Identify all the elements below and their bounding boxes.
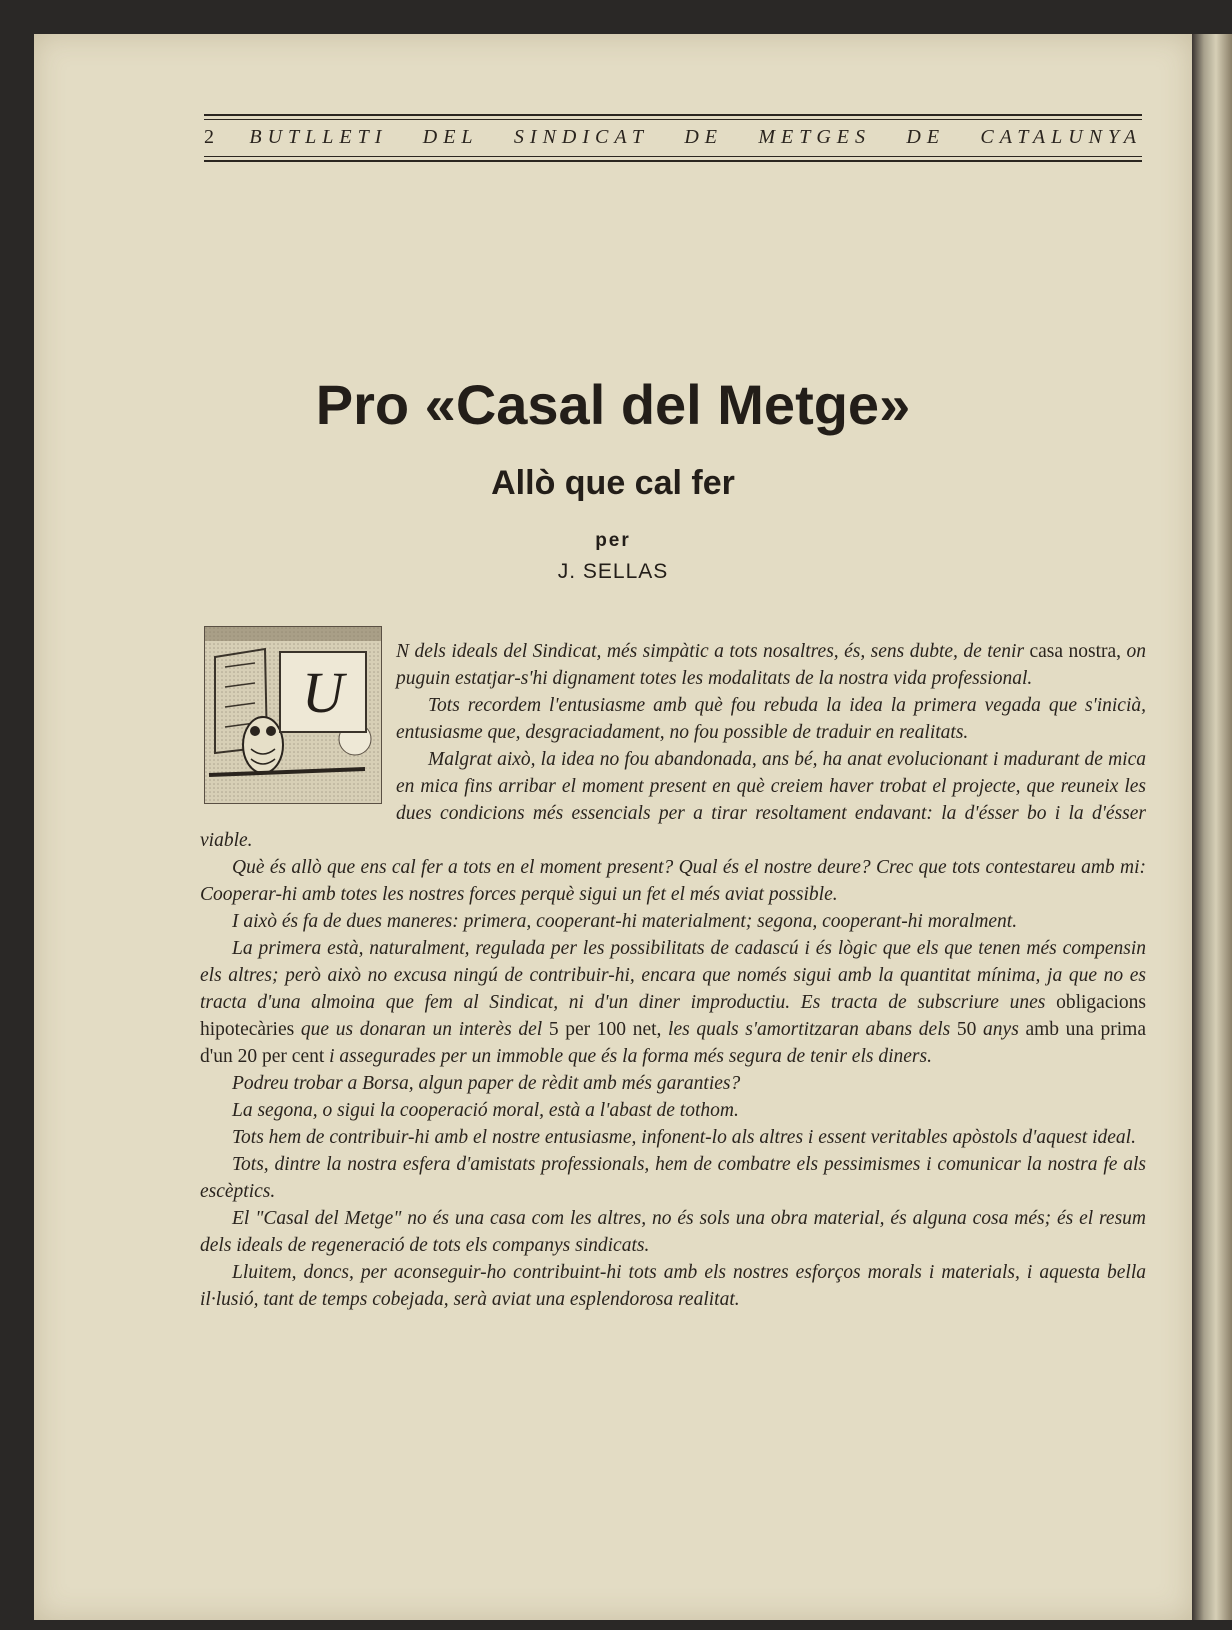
page: [34, 34, 1192, 1620]
header-word: DE: [906, 126, 946, 148]
header-word: DEL: [422, 126, 479, 148]
header-word: METGES: [758, 126, 872, 148]
article-body: [200, 638, 1146, 1313]
header-word: CATALUNYA: [980, 126, 1142, 148]
paragraph: Podreu trobar a Borsa, algun paper de rèdit amb més garanties?: [232, 1073, 741, 1094]
paragraph: Tots hem de contribuir-hi amb el nostre entusiasme, infonent-lo als altres i essent veritables apòstols d'aquest ideal.: [232, 1127, 1136, 1148]
paragraph: Tots, dintre la nostra esfera d'amistats professionals, hem de combatre els pessimismes i comunicar la nostra fe als escèptics.: [200, 1154, 1146, 1202]
header-word: DE: [684, 126, 723, 148]
header-row: [204, 120, 1142, 153]
header-rule-top: [204, 114, 1142, 116]
page-number: 2: [204, 126, 214, 148]
running-header: [204, 114, 1142, 162]
paragraph: Què és allò que ens cal fer a tots en el moment present? Qual és el nostre deure? Crec que tots contestareu amb mi: Cooperar-hi amb totes les nostres forces perquè sigui un fet el més aviat possible.: [200, 857, 1146, 905]
header-rule-bottom-thin: [204, 156, 1142, 157]
paragraph: El "Casal del Metge" no és una casa com les altres, no és sols una obra material, és alguna cosa més; és el resum dels ideals de regeneració de tots els companys sindicats.: [200, 1208, 1146, 1256]
header-word: SINDICAT: [513, 126, 649, 148]
author-name: J. SELLAS: [557, 560, 669, 583]
header-rule-bottom: [204, 160, 1142, 162]
paragraph: I això és fa de dues maneres: primera, cooperant-hi materialment; segona, cooperant-hi moralment.: [232, 911, 1018, 932]
article-subtitle: Allò que cal fer: [491, 464, 735, 502]
paragraph: N dels ideals del Sindicat, més simpàtic a tots nosaltres, és, sens dubte, de tenir casa nostra, on puguin estatjar-s'hi dignament totes les modalitats de la nostra vida professional.: [396, 641, 1146, 689]
paragraph: Malgrat això, la idea no fou abandonada, ans bé, ha anat evolucionant i madurant de mica en mica fins arribar el moment present en què creiem haver trobat el projecte, que reuneix les dues condicions més essencials per a tirar resoltament endavant: la d'ésser bo i la d'ésser viable.: [200, 749, 1146, 851]
paragraph: La primera està, naturalment, regulada per les possibilitats de cadascú i és lògic que els que tenen més compensin els altres; però això no excusa ningú de contribuir-hi, encara que només sigui amb la quantitat mínima, ja que no es tracta d'una almoina que fem al Sindicat, ni d'un diner improductiu. Es tracta de subscriure unes obligacions hipotecàries que us donaran un interès del 5 per 100 net, les quals s'amortitzaran abans dels 50 anys amb una prima d'un 20 per cent i assegurades per un immoble que és la forma més segura de tenir els diners.: [200, 938, 1146, 1067]
book-spine-edge: [1192, 34, 1232, 1620]
article-title: Pro «Casal del Metge»: [315, 373, 911, 436]
drop-cap-letter: U: [279, 651, 367, 733]
paragraph: Tots recordem l'entusiasme amb què fou rebuda la idea la primera vegada que s'inicià, entusiasme que, desgraciadament, no fou possible de traduir en realitats.: [396, 695, 1146, 743]
paragraph: La segona, o sigui la cooperació moral, està a l'abast de tothom.: [232, 1100, 739, 1121]
byline-per: per: [595, 530, 631, 551]
paragraph: Lluitem, doncs, per aconseguir-ho contribuint-hi tots amb els nostres esforços morals i materials, i aquesta bella il·lusió, tant de temps cobejada, serà aviat una esplendorosa realitat.: [200, 1262, 1146, 1310]
header-word: BUTLLETI: [249, 126, 388, 148]
